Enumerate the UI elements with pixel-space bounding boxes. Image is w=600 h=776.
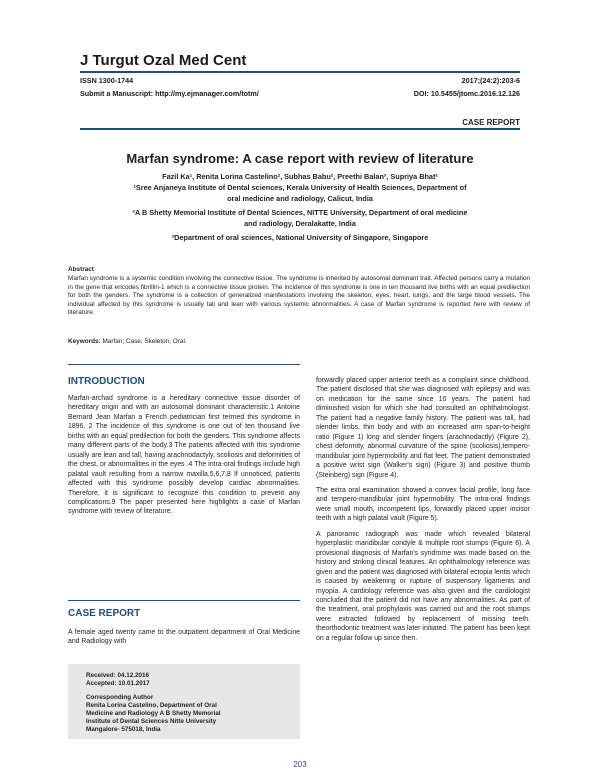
- author-list: Fazil Ka¹, Renita Lorina Castelino², Subhas Babu², Preethi Balan³, Supriya Bhat²: [162, 172, 438, 181]
- abstract-text: Marfan syndrome is a systemic condition involving the connective tissue. The syndrome is inherited by autosomal dominant trait. Affected persons carry a mutation in the gene that encodes fibrillin-1 which is a connective tissue protein. The incidence of this syndrome is one in ten thousand live births with an equal predilection for both the genders. The syndrome is a collection of generalized manifestations involving the skeleton, eyes, heart, lungs, and the large blood vessels. The individual affected by this syndrome is usually tall and lean with various systemic abnormalities. A case of Marfan syndrome is reported here with review of literature.: [68, 275, 530, 317]
- paragraph: The extra oral examination showed a convex facial profile, long face and tempero-mandibular joint hypermobility. The intra-oral findings were small mouth, incompetent lips, forwardly placed upper incisor teeth with a high palatal vault (Figure 5).: [316, 486, 530, 523]
- affiliation: ¹Sree Anjaneya Institute of Dental sciences, Kerala University of Health Sciences, Department of: [133, 183, 467, 192]
- introduction-text: [68, 394, 300, 523]
- keywords-label: Keywords:: [68, 338, 101, 345]
- section-rule: [68, 600, 300, 601]
- affiliation: ²A B Shetty Memorial Institute of Dental Sciences, NITTE University, Department of oral medicine: [132, 208, 468, 217]
- paragraph: forwardly placed upper anterior teeth as a complaint since childhood. The patient disclosed that she was diagnosed with epilepsy and was on medication for the same since 10 years. The patient had diminished vision for which she had consulted an ophthalmologist. The patient had a negative family history. The patient was tall, had slender limbs, thin body and with an increased arm span-to-height ratio (Figure 1) long and slender fingers (arachnodactly) (Figure 2), chest deformity, abnormal curvature of the spine (scoliosis),tempero-mandibular joint hypermobility and flat feet. The patient demonstrated a positive wrist sign (Walker's sign) (Figure 3) and positive thumb (Steinberg) sign (Figure 4).: [316, 377, 530, 479]
- type-rule: [80, 128, 520, 130]
- article-title: Marfan syndrome: A case report with review of literature: [126, 151, 474, 166]
- issn: ISSN 1300-1744: [80, 76, 134, 85]
- paragraph: A female aged twenty came to the outpatient department of Oral Medicine and Radiology with: [68, 629, 300, 646]
- keywords: [68, 338, 187, 345]
- introduction-heading: INTRODUCTION: [68, 376, 145, 387]
- accepted-date: Accepted: 10.01.2017: [86, 680, 150, 687]
- section-rule: [68, 364, 300, 365]
- received-date: Received: 04.12.2016: [86, 672, 150, 679]
- right-column: [316, 376, 530, 649]
- affiliation: and radiology, Deralakatte, India: [244, 219, 356, 228]
- article-type: CASE REPORT: [462, 118, 520, 127]
- case-report-heading: CASE REPORT: [68, 608, 141, 619]
- citation: 2017;(24:2):203-6: [461, 76, 520, 85]
- case-report-text: [68, 628, 300, 653]
- doi[interactable]: DOI: 10.5455/jtomc.2016.12.126: [413, 89, 520, 98]
- affiliation: ³Department of oral sciences, National University of Singapore, Singapore: [171, 233, 429, 242]
- keywords-value: Marfan; Case; Skeleton; Oral.: [102, 338, 187, 345]
- corresponding-line: Renita Lorina Castelino, Department of Oral: [86, 702, 217, 709]
- page-number: 203: [293, 760, 307, 769]
- corresponding-line: Mangalore- 575018, India: [86, 726, 161, 733]
- header-rule: [80, 71, 520, 73]
- submit-link[interactable]: Submit a Manuscript: http://my.ejmanager.com/totm/: [80, 89, 259, 98]
- corresponding-heading: Corresponding Author: [86, 694, 154, 701]
- corresponding-line: Institute of Dental Sciences Nitte University: [86, 718, 217, 725]
- journal-title: J Turgut Ozal Med Cent: [80, 52, 247, 69]
- paragraph: A panoramic radiograph was made which revealed bilateral hyperplastic mandibular condyle & multiple root stumps (Figure 6). A provisional diagnosis of Marfan's syndrome was made based on the history and striking clinical features. An ophthalmology reference was given and the patient was diagnosed with bilateral ectopia lentis which is caused by weakening or rupture of suspensory ligaments and myopia. A cardiology reference was also given and the cardiologist concluded that the patient did not have any abnormalities. As part of the treatment, oral prophylaxis was carried out and the root stumps were extracted followed by replacement of missing teeth. theorthodontic treatment was later initiated. The patient has been kept on a regular follow up since then.: [316, 530, 530, 642]
- paragraph: Marfan-archad syndrome is a hereditary connective tissue disorder of hereditary origin and with an autosomal dominant characteristic.1 Antoine Bernard Jean Marfan a French pediatrician first termed this syndrome in 1896. 2 The incidence of this syndrome is one out of ten thousand live births with an equal predilection for both the genders. This syndrome affects many different parts of the body.3 The patients affected with this syndrome usually are lean and tall, having arachnodactyly, scoliosis and deformities of the chest, or abnormalities in the eyes .4 The intra-oral findings include high palatal vault resulting from a narrow maxilla.5,6,7,8 If unnoticed, patients affected with this syndrome possibly develop cardiac abnormalities. Therefore, it is significant to recognize this condition to prevent any complications.9 The paper presented here highlights a case of Marfan syndrome with review of literature.: [68, 395, 300, 516]
- article-info-box: [68, 664, 300, 739]
- abstract-heading: Abstract: [68, 266, 94, 273]
- affiliation: oral medicine and radiology, Calicut, India: [227, 194, 373, 203]
- corresponding-line: Medicine and Radiology A B Shetty Memorial: [86, 710, 221, 717]
